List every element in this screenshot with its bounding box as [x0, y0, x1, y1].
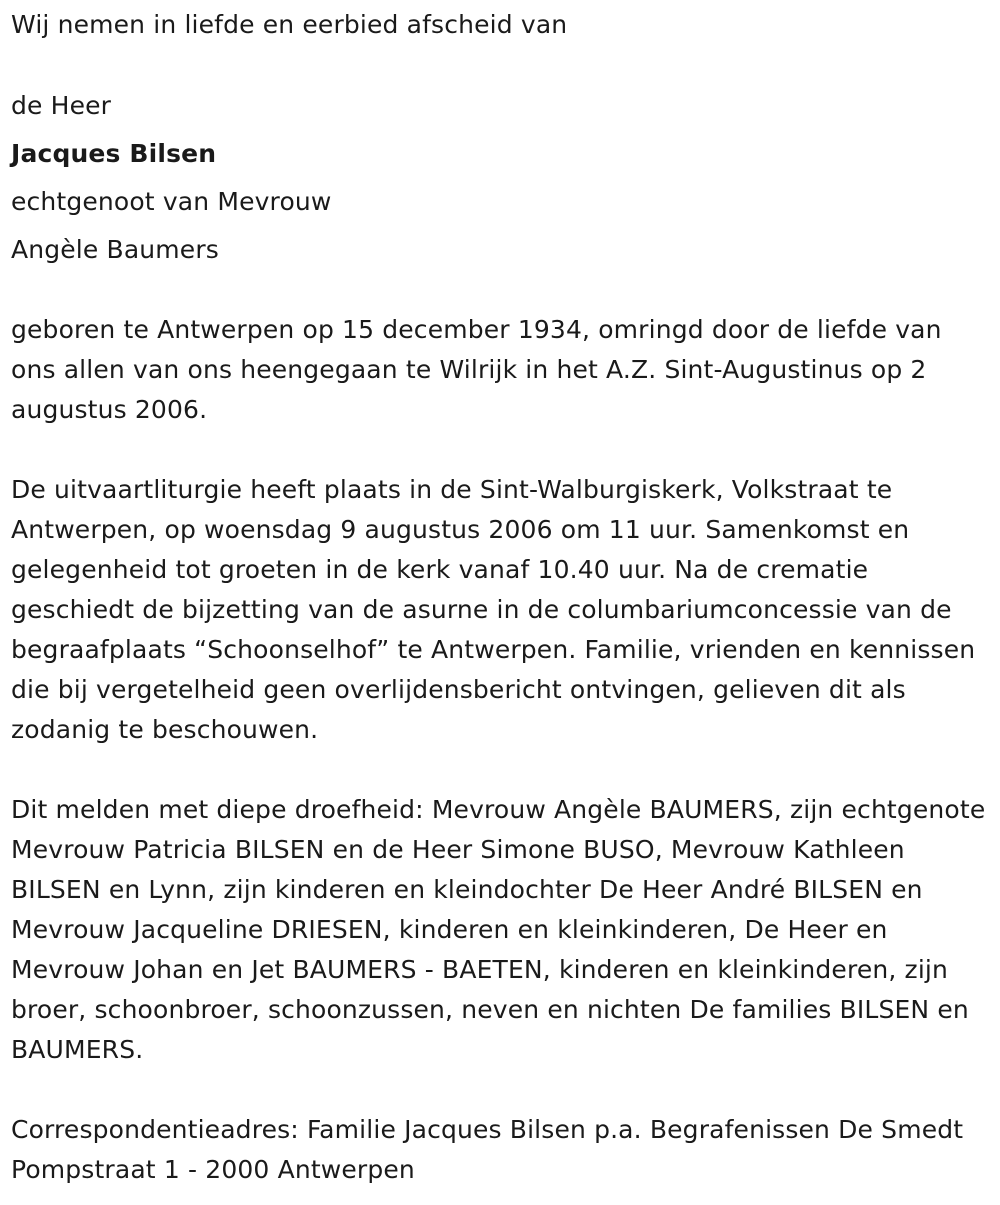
intro-line: Wij nemen in liefde en eerbied afscheid van	[11, 10, 568, 39]
deceased-name: Jacques Bilsen	[11, 139, 217, 168]
funeral-paragraph: De uitvaartliturgie heeft plaats in de Sint-Walburgiskerk, Volkstraat te Antwerpen, op woensdag 9 augustus 2006 om 11 uur. Samenkomst en gelegenheid tot groeten in de kerk vanaf 10.40 uur. Na de crematie geschiedt de bijzetting van de asurne in de columbariumconcessie van de begraafplaats “Schoonselhof” te Antwerpen. Familie, vrienden en kennissen die bij vergetelheid geen overlijdensbericht ontvingen, gelieven dit als zodanig te beschouwen.	[11, 475, 976, 744]
spouse-prefix: echtgenoot van Mevrouw	[11, 187, 332, 216]
spouse-name: Angèle Baumers	[11, 235, 219, 264]
birth-death-paragraph: geboren te Antwerpen op 15 december 1934, omringd door de liefde van ons allen van ons heengegaan te Wilrijk in het A.Z. Sint-Augustinus op 2 augustus 2006.	[11, 315, 942, 424]
family-paragraph: Dit melden met diepe droefheid: Mevrouw Angèle BAUMERS, zijn echtgenote Mevrouw Patricia BILSEN en de Heer Simone BUSO, Mevrouw Kathleen BILSEN en Lynn, zijn kinderen en kleindochter De Heer André BILSEN en Mevrouw Jacqueline DRIESEN, kinderen en kleinkinderen, De Heer en Mevrouw Johan en Jet BAUMERS - BAETEN, kinderen en kleinkinderen, zijn broer, schoonbroer, schoonzussen, neven en nichten De families BILSEN en BAUMERS.	[11, 795, 986, 1064]
correspondence-address: Correspondentieadres: Familie Jacques Bilsen p.a. Begrafenissen De Smedt Pompstraat 1 - 2000 Antwerpen	[11, 1115, 964, 1184]
salutation: de Heer	[11, 91, 112, 120]
